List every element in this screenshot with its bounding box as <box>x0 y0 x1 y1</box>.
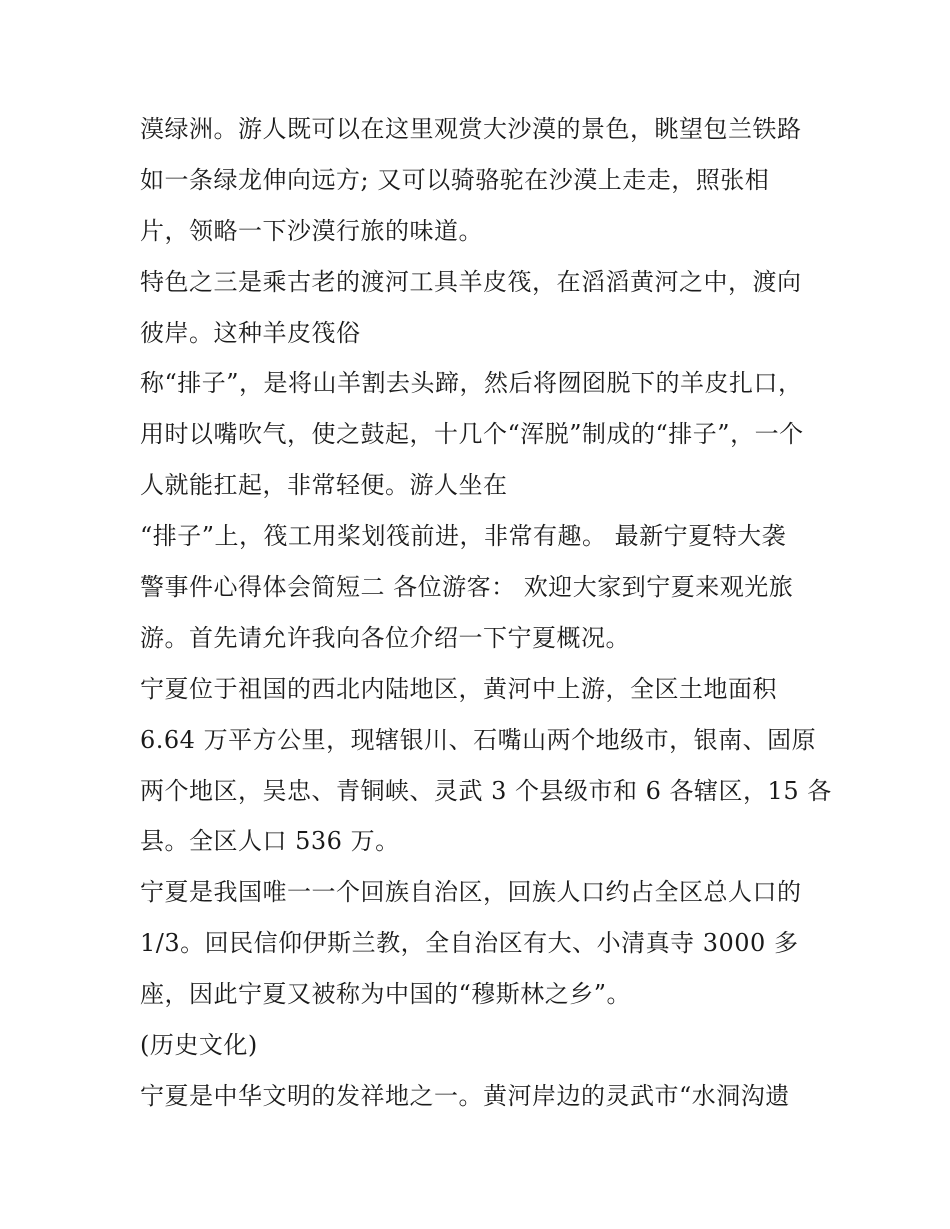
text-line: 游。首先请允许我向各位介绍一下宁夏概况。 <box>140 623 630 652</box>
text-line: 如一条绿龙伸向远方; 又可以骑骆驼在沙漠上走走，照张相 <box>140 165 770 194</box>
text-line: 宁夏位于祖国的西北内陆地区，黄河中上游，全区土地面积 <box>140 674 777 703</box>
text-line: 漠绿洲。游人既可以在这里观赏大沙漠的景色，眺望包兰铁路 <box>140 115 802 143</box>
text-line: 警事件心得体会简短二 各位游客： 欢迎大家到宁夏来观光旅 <box>140 573 794 602</box>
text-line: 特色之三是乘古老的渡河工具羊皮筏，在滔滔黄河之中，渡向 <box>140 267 802 296</box>
text-line: 座，因此宁夏又被称为中国的“穆斯林之乡”。 <box>140 980 632 1009</box>
text-line: 6.64 万平方公里，现辖银川、石嘴山两个地级市，银南、固原 <box>140 725 817 754</box>
text-line: 用时以嘴吹气，使之鼓起，十几个“浑脱”制成的“排子”，一个 <box>140 420 804 449</box>
section-heading: (历史文化) <box>140 1031 258 1060</box>
text-line: 宁夏是我国唯一一个回族自治区，回族人口约占全区总人口的 <box>140 878 802 907</box>
text-line: 1/3。回民信仰伊斯兰教，全自治区有大、小清真寺 3000 多 <box>140 929 799 958</box>
text-line: 人就能扛起，非常轻便。游人坐在 <box>140 471 508 500</box>
text-line: 彼岸。这种羊皮筏俗 <box>140 318 361 347</box>
text-line: 称“排子”，是将山羊割去头蹄，然后将囫囵脱下的羊皮扎口， <box>140 369 803 398</box>
text-line: 宁夏是中华文明的发祥地之一。黄河岸边的灵武市“水洞沟遗 <box>140 1081 790 1110</box>
text-line: 县。全区人口 536 万。 <box>140 827 400 856</box>
text-line: “排子”上，筏工用桨划筏前进，非常有趣。 最新宁夏特大袭 <box>140 522 787 551</box>
text-line: 片，领略一下沙漠行旅的味道。 <box>140 216 483 245</box>
document-body <box>140 104 832 1122</box>
text-line: 两个地区，吴忠、青铜峡、灵武 3 个县级市和 6 各辖区，15 各 <box>140 776 832 805</box>
